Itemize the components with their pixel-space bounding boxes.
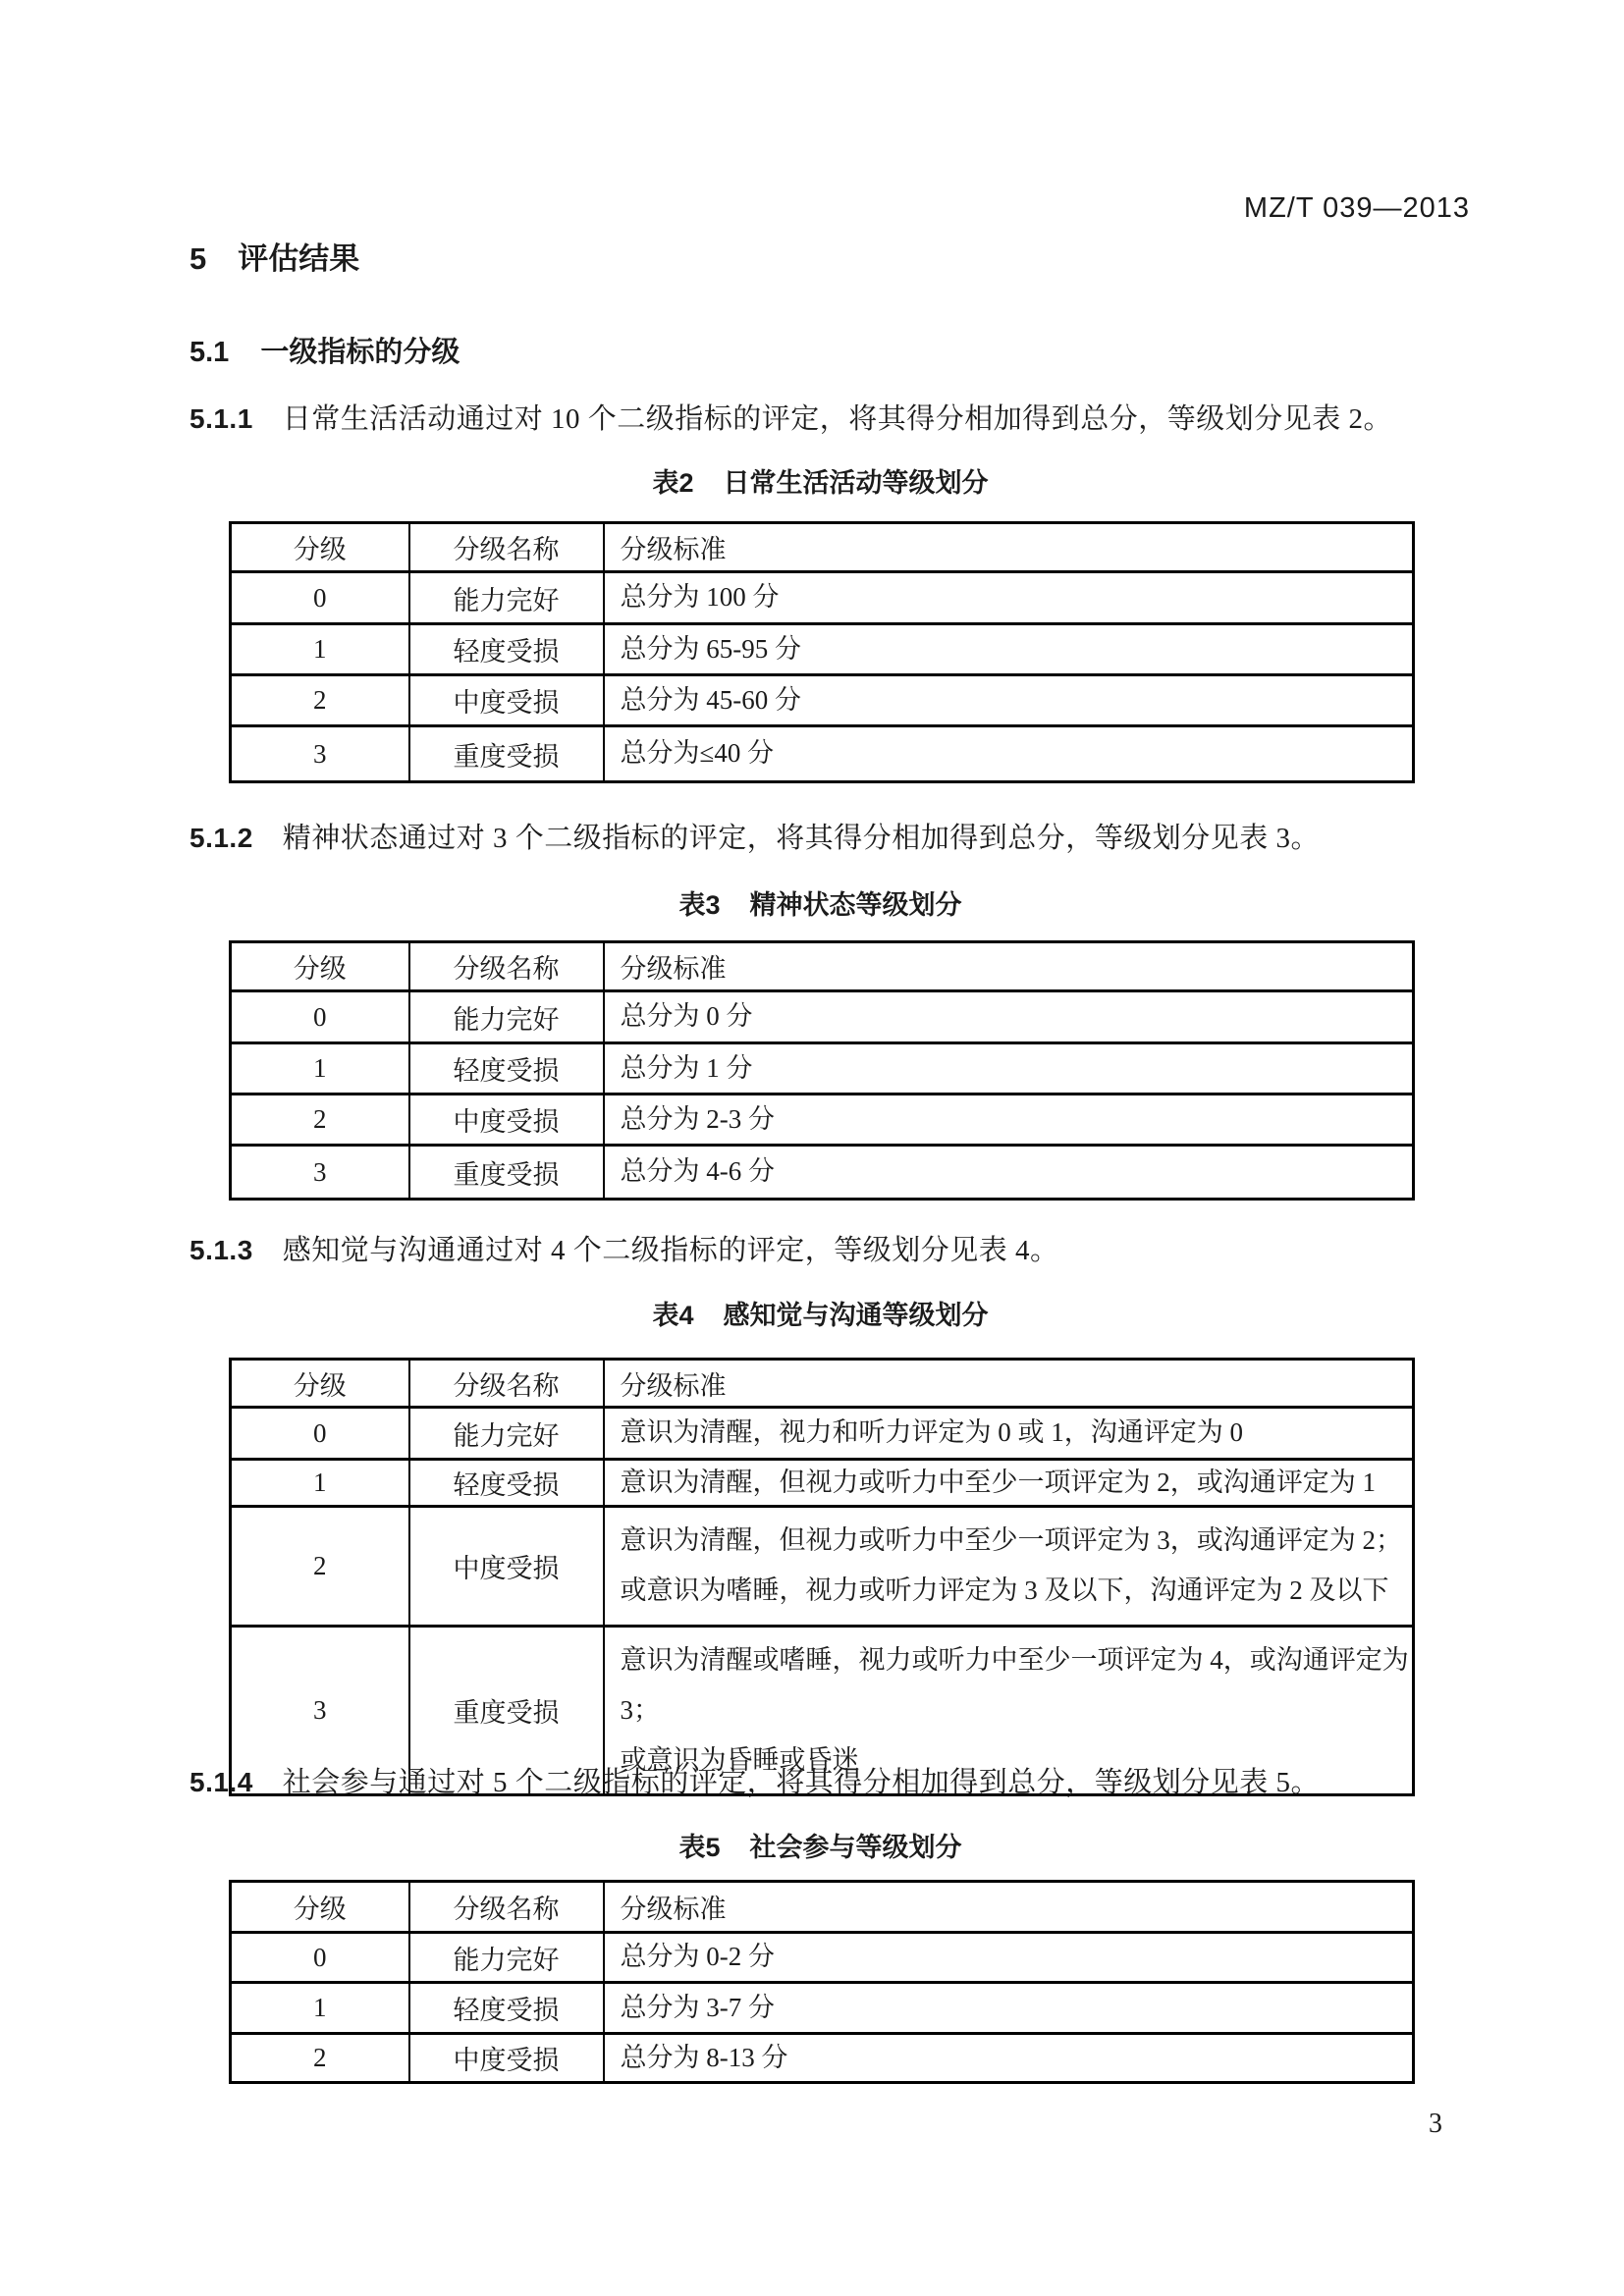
paragraph-5-1-2 (189, 818, 1425, 859)
grade-name-cell: 轻度受损 (409, 1043, 604, 1095)
grade-cell: 1 (231, 1460, 409, 1507)
paragraph-number: 5.1.2 (189, 823, 253, 853)
table-row (231, 991, 1414, 1043)
table-caption-label: 表4 (652, 1301, 694, 1330)
section-heading-5-1 (189, 330, 460, 370)
grade-cell: 0 (231, 991, 409, 1043)
column-header-name: 分级名称 (409, 942, 604, 991)
table-4-caption (229, 1294, 1412, 1332)
table-row (231, 1095, 1414, 1146)
grade-name-cell: 中度受损 (409, 1095, 604, 1146)
table-header-row (231, 942, 1414, 991)
table-caption-label: 表2 (652, 468, 694, 498)
grade-name-cell: 轻度受损 (409, 1460, 604, 1507)
criteria-cell: 总分为 1 分 (604, 1043, 1414, 1095)
grade-cell: 1 (231, 1983, 409, 2034)
paragraph-5-1-4 (189, 1762, 1425, 1803)
grade-cell: 0 (231, 1933, 409, 1983)
grade-cell: 0 (231, 1408, 409, 1460)
table-header-row (231, 1882, 1414, 1933)
table-2-daily-living (229, 521, 1415, 783)
grade-cell: 2 (231, 675, 409, 726)
column-header-grade: 分级 (231, 942, 409, 991)
table-caption-label: 表3 (678, 890, 721, 920)
criteria-cell: 总分为 0-2 分 (604, 1933, 1414, 1983)
table-row (231, 1043, 1414, 1095)
criteria-cell: 总分为 8-13 分 (604, 2034, 1414, 2083)
column-header-grade: 分级 (231, 1882, 409, 1933)
standard-code: MZ/T 039—2013 (1243, 192, 1470, 224)
table-row (231, 675, 1414, 726)
criteria-cell: 总分为 0 分 (604, 991, 1414, 1043)
paragraph-text: 社会参与通过对 5 个二级指标的评定，将其得分相加得到总分，等级划分见表 5。 (282, 1767, 1321, 1798)
grade-cell: 2 (231, 1095, 409, 1146)
criteria-cell: 意识为清醒或嗜睡，视力或听力中至少一项评定为 4，或沟通评定为 3； 或意识为昏睡或昏迷 (604, 1626, 1414, 1795)
criteria-cell: 总分为 100 分 (604, 572, 1414, 624)
paragraph-number: 5.1.1 (189, 403, 253, 434)
table-caption-label: 表5 (678, 1833, 721, 1862)
grade-name-cell: 中度受损 (409, 2034, 604, 2083)
criteria-cell: 意识为清醒，视力和听力评定为 0 或 1，沟通评定为 0 (604, 1408, 1414, 1460)
grade-name-cell: 中度受损 (409, 1507, 604, 1627)
section-number: 5.1 (189, 337, 230, 368)
criteria-cell: 总分为 65-95 分 (604, 624, 1414, 675)
grade-cell: 3 (231, 1626, 409, 1795)
criteria-cell: 总分为 4-6 分 (604, 1146, 1414, 1200)
column-header-grade: 分级 (231, 1360, 409, 1408)
paragraph-5-1-1 (189, 399, 1425, 440)
column-header-name: 分级名称 (409, 1882, 604, 1933)
grade-cell: 0 (231, 572, 409, 624)
column-header-name: 分级名称 (409, 1360, 604, 1408)
table-caption-title: 社会参与等级划分 (749, 1833, 962, 1862)
grade-cell: 1 (231, 624, 409, 675)
criteria-cell: 总分为 2-3 分 (604, 1095, 1414, 1146)
criteria-cell: 总分为 3-7 分 (604, 1983, 1414, 2034)
grade-cell: 3 (231, 726, 409, 782)
table-3-mental-state (229, 940, 1415, 1201)
table-row (231, 624, 1414, 675)
criteria-cell: 总分为≤40 分 (604, 726, 1414, 782)
criteria-cell: 总分为 45-60 分 (604, 675, 1414, 726)
table-row (231, 1933, 1414, 1983)
grade-name-cell: 能力完好 (409, 572, 604, 624)
criteria-cell: 意识为清醒，但视力或听力中至少一项评定为 3，或沟通评定为 2； 或意识为嗜睡，视力或听力评定为 3 及以下，沟通评定为 2 及以下 (604, 1507, 1414, 1627)
table-caption-title: 日常生活活动等级划分 (723, 468, 989, 498)
section-title: 评估结果 (238, 241, 360, 276)
grade-name-cell: 中度受损 (409, 675, 604, 726)
grade-cell: 2 (231, 1507, 409, 1627)
table-4-perception-communication (229, 1358, 1415, 1796)
section-title: 一级指标的分级 (260, 337, 460, 368)
table-caption-title: 精神状态等级划分 (749, 890, 962, 920)
table-caption-title: 感知觉与沟通等级划分 (723, 1301, 989, 1330)
table-5-caption (229, 1826, 1412, 1864)
grade-name-cell: 能力完好 (409, 991, 604, 1043)
column-header-criteria: 分级标准 (604, 1882, 1414, 1933)
grade-cell: 2 (231, 2034, 409, 2083)
table-row (231, 572, 1414, 624)
table-2-caption (229, 461, 1412, 500)
section-heading-5 (189, 234, 359, 278)
column-header-criteria: 分级标准 (604, 942, 1414, 991)
table-3-caption (229, 883, 1412, 922)
grade-name-cell: 能力完好 (409, 1933, 604, 1983)
paragraph-text: 精神状态通过对 3 个二级指标的评定，将其得分相加得到总分，等级划分见表 3。 (282, 823, 1321, 854)
table-row (231, 726, 1414, 782)
page-number: 3 (1429, 2109, 1442, 2139)
column-header-criteria: 分级标准 (604, 1360, 1414, 1408)
column-header-criteria: 分级标准 (604, 523, 1414, 572)
paragraph-number: 5.1.3 (189, 1235, 253, 1265)
grade-name-cell: 轻度受损 (409, 624, 604, 675)
table-header-row (231, 523, 1414, 572)
paragraph-text: 日常生活活动通过对 10 个二级指标的评定，将其得分相加得到总分，等级划分见表 2。 (282, 403, 1393, 435)
grade-name-cell: 重度受损 (409, 1146, 604, 1200)
grade-cell: 3 (231, 1146, 409, 1200)
section-number: 5 (189, 241, 207, 276)
paragraph-number: 5.1.4 (189, 1767, 253, 1797)
grade-cell: 1 (231, 1043, 409, 1095)
table-row (231, 1146, 1414, 1200)
table-row (231, 2034, 1414, 2083)
table-row (231, 1507, 1414, 1627)
table-row (231, 1408, 1414, 1460)
grade-name-cell: 能力完好 (409, 1408, 604, 1460)
paragraph-text: 感知觉与沟通通过对 4 个二级指标的评定，等级划分见表 4。 (282, 1235, 1059, 1266)
table-row (231, 1983, 1414, 2034)
table-header-row (231, 1360, 1414, 1408)
column-header-grade: 分级 (231, 523, 409, 572)
grade-name-cell: 重度受损 (409, 726, 604, 782)
grade-name-cell: 重度受损 (409, 1626, 604, 1795)
paragraph-5-1-3 (189, 1230, 1425, 1271)
column-header-name: 分级名称 (409, 523, 604, 572)
table-5-social-participation (229, 1880, 1415, 2084)
table-row (231, 1460, 1414, 1507)
grade-name-cell: 轻度受损 (409, 1983, 604, 2034)
criteria-cell: 意识为清醒，但视力或听力中至少一项评定为 2，或沟通评定为 1 (604, 1460, 1414, 1507)
